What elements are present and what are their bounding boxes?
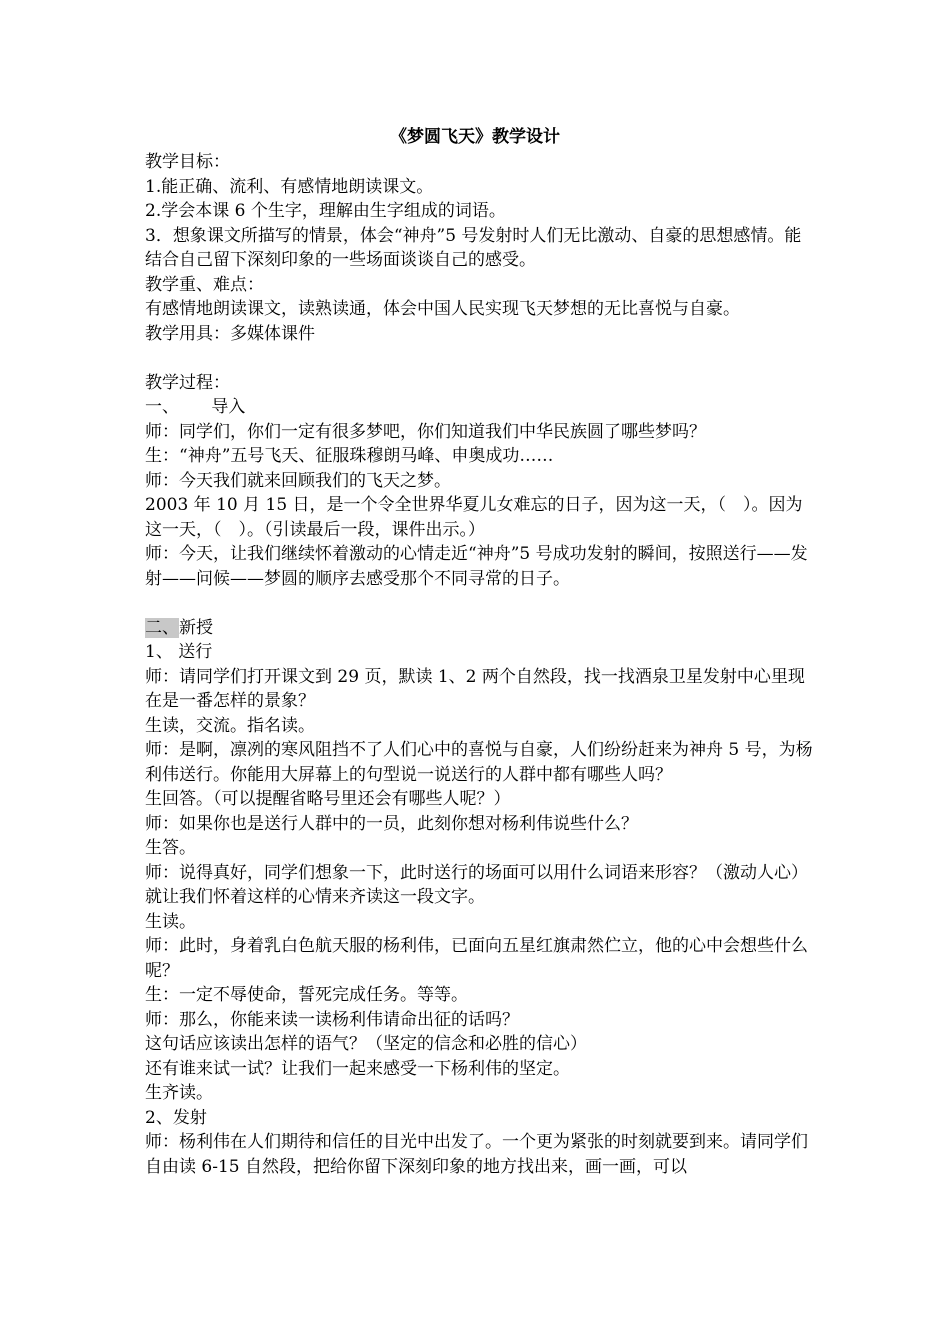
document-title: 《梦圆飞天》教学设计 [390, 127, 560, 147]
blank-line [145, 346, 813, 371]
paragraph: 2.学会本课 6 个生字，理解由生字组成的词语。 [145, 201, 506, 221]
paragraph: 生读，交流。指名读。 [145, 715, 315, 736]
highlighted-number: 二、 [145, 617, 179, 638]
paragraph: 有感情地朗读课文，读熟读通，体会中国人民实现飞天梦想的无比喜悦与自豪。 [145, 299, 740, 319]
paragraph: 师：杨利伟在人们期待和信任的目光中出发了。一个更为紧张的时刻就要到来。请同学们自由读 6-15 自然段，把给你留下深刻印象的地方找出来，画一画，可以 [145, 1132, 808, 1177]
paragraph: 生读。 [145, 911, 196, 932]
paragraph: 生回答。（可以提醒省略号里还会有哪些人呢？） [145, 789, 511, 809]
paragraph: 生答。 [145, 838, 196, 858]
section-heading [145, 616, 813, 641]
blank-line [145, 591, 813, 616]
paragraph: 生：一定不辱使命，誓死完成任务。等等。 [145, 985, 468, 1005]
paragraph: 就让我们怀着这样的心情来齐读这一段文字。 [145, 887, 485, 907]
paragraph: 2、发射 [145, 1107, 207, 1128]
paragraph: 师：同学们，你们一定有很多梦吧，你们知道我们中华民族圆了哪些梦吗？ [145, 421, 706, 442]
paragraph: 师：今天，让我们继续怀着激动的心情走近“神舟”5 号成功发射的瞬间，按照送行——发射——问候——梦圆的顺序去感受那个不同寻常的日子。 [145, 544, 808, 589]
paragraph: 生齐读。 [145, 1083, 213, 1103]
paragraph: 教学目标： [145, 152, 230, 172]
paragraph: 师：请同学们打开课文到 29 页，默读 1、2 两个自然段，找一找酒泉卫星发射中心里现在是一番怎样的景象？ [145, 666, 805, 711]
paragraph: 教学用具：多媒体课件 [145, 323, 315, 344]
paragraph: 1.能正确、流利、有感情地朗读课文。 [145, 176, 434, 197]
paragraph: 一、 导入 [145, 397, 246, 417]
paragraph: 师：此时，身着乳白色航天服的杨利伟，已面向五星红旗肃然伫立，他的心中会想些什么呢？ [145, 936, 808, 981]
section-heading-label: 新授 [179, 617, 213, 638]
document-body [145, 150, 813, 1179]
paragraph: 3．想象课文所描写的情景，体会“神舟”5 号发射时人们无比激动、自豪的思想感情。能结合自己留下深刻印象的一些场面谈谈自己的感受。 [145, 225, 802, 270]
paragraph: 师：说得真好，同学们想象一下，此时送行的场面可以用什么词语来形容？（激动人心） [145, 862, 808, 883]
paragraph: 还有谁来试一试？让我们一起来感受一下杨利伟的坚定。 [145, 1058, 570, 1079]
paragraph: 2003 年 10 月 15 日，是一个令全世界华夏儿女难忘的日子，因为这一天，（ ）。因为这一天，（ ）。（引读最后一段，课件出示。） [145, 495, 803, 540]
paragraph: 师：今天我们就来回顾我们的飞天之梦。 [145, 470, 451, 491]
paragraph: 1、 送行 [145, 642, 213, 662]
paragraph: 师：那么，你能来读一读杨利伟请命出征的话吗？ [145, 1009, 519, 1030]
paragraph: 师：如果你也是送行人群中的一员，此刻你想对杨利伟说些什么？ [145, 813, 638, 834]
paragraph: 生：“神舟”五号飞天、征服珠穆朗马峰、申奥成功…… [145, 446, 554, 466]
paragraph: 师：是啊，凛冽的寒风阻挡不了人们心中的喜悦与自豪，人们纷纷赶来为神舟 5 号，为杨利伟送行。你能用大屏幕上的句型说一说送行的人群中都有哪些人吗？ [145, 740, 813, 785]
paragraph: 这句话应该读出怎样的语气？（坚定的信念和必胜的信心） [145, 1034, 587, 1054]
paragraph: 教学过程： [145, 372, 230, 393]
paragraph: 教学重、难点： [145, 274, 264, 295]
